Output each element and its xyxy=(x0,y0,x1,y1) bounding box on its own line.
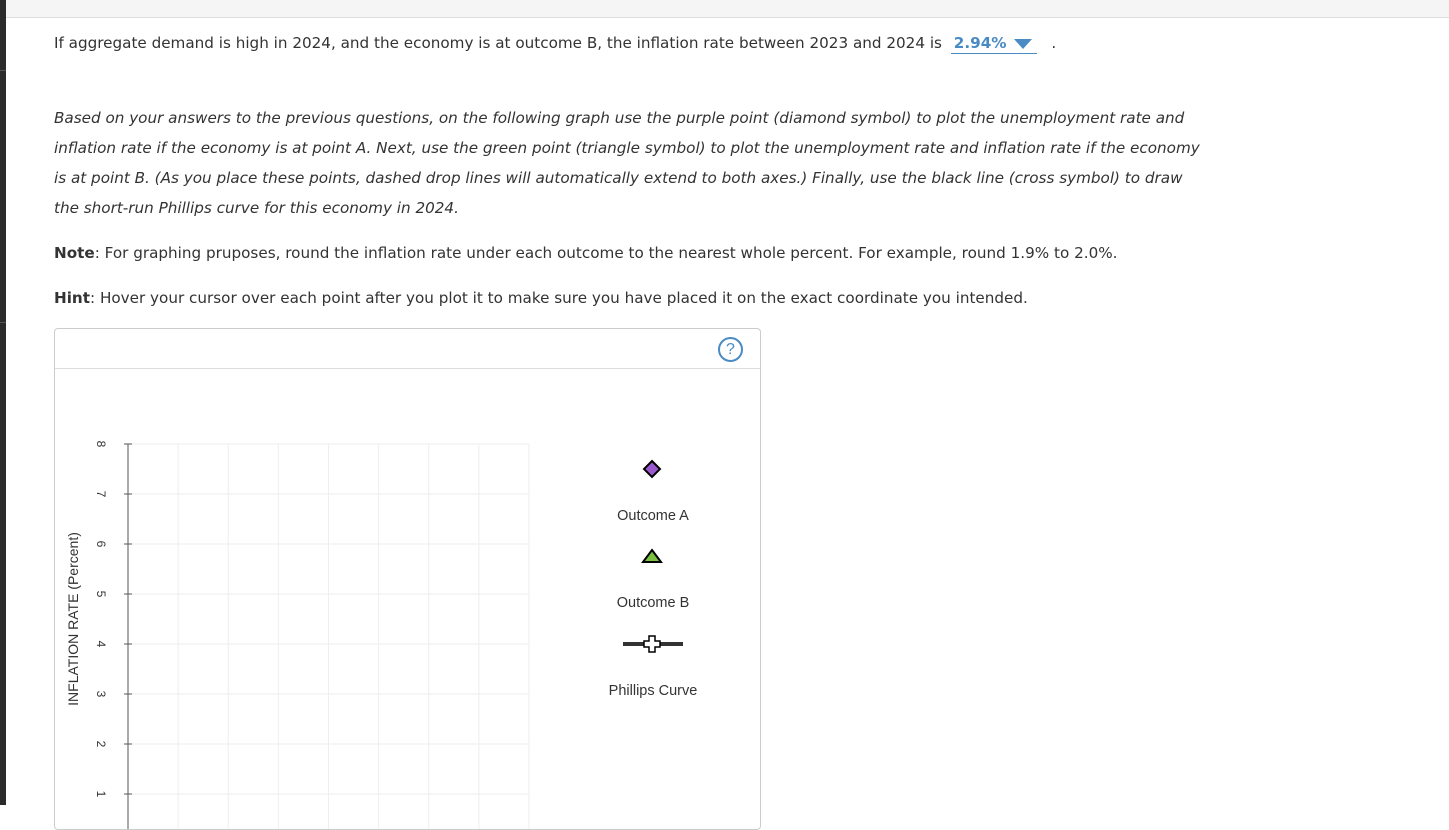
y-tick-label: 7 xyxy=(94,490,108,498)
note-line xyxy=(54,243,1118,263)
purple-diamond-icon[interactable] xyxy=(644,461,660,477)
outcome-b-label: Outcome B xyxy=(616,595,690,611)
outcome-a-tool[interactable] xyxy=(617,461,689,524)
phillips-curve-tool[interactable] xyxy=(609,636,698,699)
hint-label: Hint xyxy=(54,289,90,307)
note-label: Note xyxy=(54,244,95,262)
y-tick-label: 8 xyxy=(94,440,108,448)
question-prefix: If aggregate demand is high in 2024, and the economy is at outcome B, the inflation rate between 2023 and 2024 is xyxy=(54,34,942,52)
top-strip xyxy=(6,0,1449,18)
y-tick-label: 2 xyxy=(94,740,108,748)
question-suffix: . xyxy=(1051,34,1057,52)
outcome-b-tool[interactable] xyxy=(617,550,690,611)
outcome-a-label: Outcome A xyxy=(617,508,689,524)
phillips-curve-label: Phillips Curve xyxy=(608,683,698,699)
inflation-answer-value: 2.94% xyxy=(953,34,1007,52)
y-tick-label: 3 xyxy=(94,690,108,698)
green-triangle-icon[interactable] xyxy=(643,550,661,562)
left-rail xyxy=(0,0,6,805)
instruction-line: is at point B. (As you place these points, dashed drop lines will automatically extend to both axes.) Finally, use the black line (cross symbol) to draw xyxy=(54,169,1183,187)
y-tick-label: 4 xyxy=(94,640,108,648)
instruction-line: Based on your answers to the previous questions, on the following graph use the purple point (diamond symbol) to plot the unemployment rate and xyxy=(54,109,1185,127)
hint-text: : Hover your cursor over each point after you plot it to make sure you have placed it on the exact coordinate you intended. xyxy=(90,289,1028,307)
chevron-down-icon xyxy=(1014,39,1032,49)
grid xyxy=(128,444,529,829)
y-ticks xyxy=(94,441,132,798)
y-tick-label: 1 xyxy=(94,790,108,798)
instruction-line: inflation rate if the economy is at point A. Next, use the green point (triangle symbol) to plot the unemployment rate and inflation rate if the economy xyxy=(54,139,1200,157)
y-axis-title: INFLATION RATE (Percent) xyxy=(65,532,81,706)
hint-line xyxy=(54,288,1028,308)
y-tick-label: 5 xyxy=(94,590,108,598)
graph-canvas[interactable] xyxy=(55,329,760,829)
cross-icon[interactable] xyxy=(644,636,660,652)
graph-instructions xyxy=(54,103,1204,223)
question-line xyxy=(54,33,1056,54)
instruction-line: the short-run Phillips curve for this economy in 2024. xyxy=(54,199,459,217)
inflation-answer-dropdown[interactable] xyxy=(951,33,1037,54)
graph-panel xyxy=(54,328,761,830)
y-tick-label: 6 xyxy=(94,540,108,548)
help-icon[interactable]: ? xyxy=(718,337,743,362)
note-text: : For graphing pruposes, round the inflation rate under each outcome to the nearest whole percent. For example, round 1.9% to 2.0%. xyxy=(94,244,1118,262)
